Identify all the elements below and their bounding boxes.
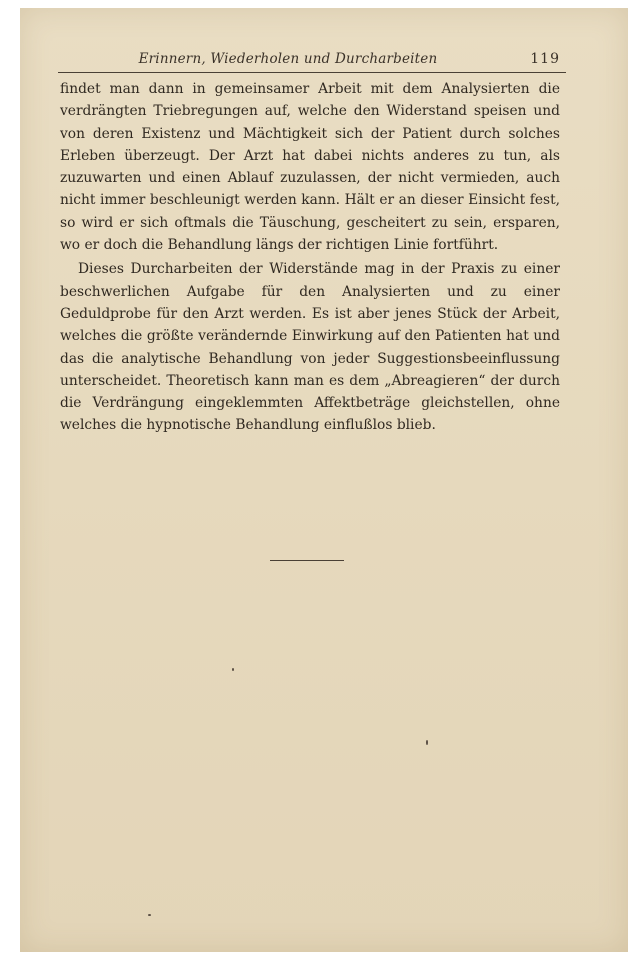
- body-text: [60, 78, 560, 437]
- ink-speck: [426, 740, 428, 745]
- ink-speck: [148, 914, 151, 916]
- end-rule: [270, 560, 344, 561]
- header-rule: [58, 72, 566, 73]
- page-number: 119: [530, 51, 560, 67]
- paragraph-1: findet man dann in gemeinsamer Arbeit mit dem Analysierten die verdrängten Triebregungen auf, welche den Widerstand speisen und von deren Existenz und Mächtigkeit sich der Patient durch solches Erleben überzeugt. Der Arzt hat dabei nichts anderes zu tun, als zuzuwarten und einen Ablauf zuzulassen, der nicht vermieden, auch nicht immer beschleunigt werden kann. Hält er an dieser Einsicht fest, so wird er sich oftmals die Täuschung, gescheitert zu sein, ersparen, wo er doch die Behandlung längs der richtigen Linie fortführt.: [60, 81, 560, 254]
- paragraph-2: Dieses Durcharbeiten der Widerstände mag in der Praxis zu einer beschwerlichen Aufgabe für den Analysierten und zu einer Geduldprobe für den Arzt werden. Es ist aber jenes Stück der Arbeit, welches die größte verändernde Einwirkung auf den Patienten hat und das die analytische Behandlung von jeder Suggestionsbeeinflussung unterscheidet. Theoretisch kann man es dem „Abreagieren“ der durch die Verdrängung eingeklemmten Affektbeträge gleichstellen, ohne welches die hypnotische Behandlung einflußlos blieb.: [60, 261, 560, 434]
- page-header: [58, 48, 566, 72]
- running-title: Erinnern, Wiederholen und Durcharbeiten: [138, 51, 438, 67]
- ink-speck: [232, 668, 234, 671]
